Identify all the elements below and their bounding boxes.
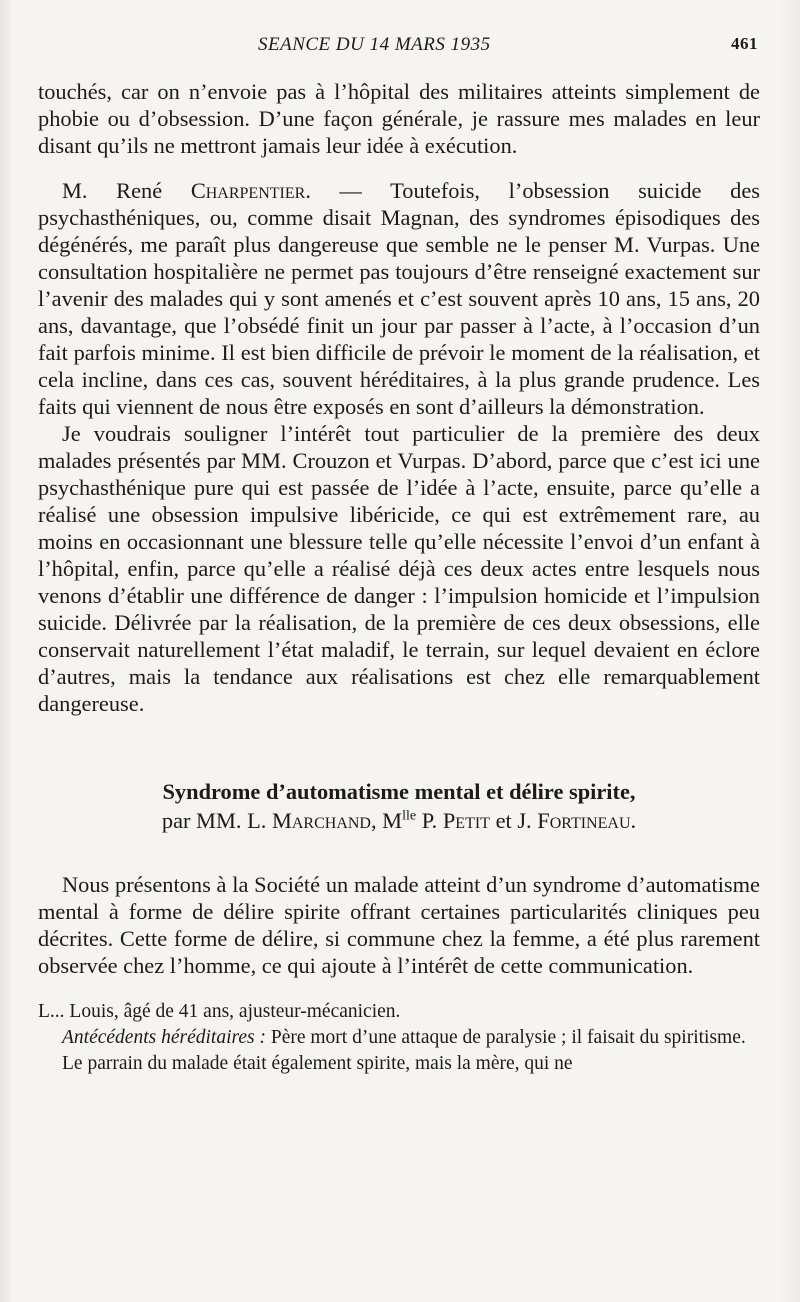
article-authors xyxy=(38,806,760,835)
paragraph-continuation: touchés, car on n’envoie pas à l’hôpital des militaires atteints simplement de phobie ou d’obsession. D’une façon générale, je rassure mes malades en leur disant qu’ils ne mettront jamais leur idée à exécution. xyxy=(38,79,760,158)
patient-line: L... Louis, âgé de 41 ans, ajusteur-mécanicien. xyxy=(38,1001,401,1022)
page-header xyxy=(40,34,760,58)
article-title: Syndrome d’automatisme mental et délire spirite, xyxy=(162,779,636,804)
authors-sep-2: et xyxy=(489,808,518,833)
author-fortineau: J. Fortineau xyxy=(517,808,631,833)
page-body xyxy=(38,78,760,1077)
authors-prefix: par MM. xyxy=(161,808,248,833)
speaker-prefix: M. René xyxy=(62,178,191,203)
running-title: SEANCE DU 14 MARS 1935 xyxy=(258,34,491,55)
article-heading xyxy=(38,777,760,835)
page-number: 461 xyxy=(731,34,758,53)
speaker-name: Charpentier xyxy=(190,178,306,203)
paragraph-text: . — Toutefois, l’obsession suicide des psychasthéniques, ou, comme disait Magnan, des syndromes épisodiques des dégénérés, me paraît plus dangereuse que semble ne le penser M. Vurpas. Une consultation hospitalière ne permet pas toujours d’être renseigné exactement sur l’avenir des malades qui y sont amenés et c’est souvent après 10 ans, 15 ans, 20 ans, davantage, que l’obsédé finit un jour par passer à l’acte, à l’occasion d’un fait parfois minime. Il est bien difficile de prévoir le moment de la réalisation, et cela incline, dans ces cas, souvent héréditaires, à la plus grande prudence. Les faits qui viennent de nous être exposés en sont d’ailleurs la démonstration. xyxy=(38,178,760,419)
author-petit: P. Petit xyxy=(416,808,490,833)
authors-end: . xyxy=(630,808,637,833)
antecedents-label: Antécédents héréditaires : xyxy=(62,1027,266,1048)
mlle-superscript: lle xyxy=(402,808,417,824)
antecedents-paragraph xyxy=(38,1025,760,1051)
parrain-paragraph: Le parrain du malade était également spirite, mais la mère, qui ne xyxy=(62,1053,573,1074)
authors-sep: , M xyxy=(370,808,403,833)
antecedents-text: Père mort d’une attaque de paralysie ; il faisait du spiritisme. xyxy=(265,1027,746,1048)
paragraph-charpentier xyxy=(38,177,760,420)
paragraph-souligner: Je voudrais souligner l’intérêt tout particulier de la première des deux malades présentés par MM. Crouzon et Vurpas. D’abord, parce que c’est ici une psychasthénique pure qui est passée de l’idée à l’acte, ensuite, parce qu’elle a réalisé une obsession impulsive libéricide, ce qui est extrêmement rare, au moins en occasionnant une blessure telle qu’elle nécessite l’envoi d’un enfant à l’hôpital, enfin, parce qu’elle a réalisé déjà ces deux actes entre lesquels nous venons d’établir une différence de danger : l’impulsion homicide et l’impulsion suicide. Délivrée par la réalisation, de la première de ces deux obsessions, elle conservait naturellement l’état maladif, le terrain, sur lequel devaient en éclore d’autres, mais la tendance aux réalisations est chez elle remarquablement dangereuse. xyxy=(38,421,760,716)
author-marchand: L. Marchand xyxy=(247,808,371,833)
paragraph-intro: Nous présentons à la Société un malade atteint d’un syndrome d’automatisme mental à forme de délire spirite offrant certaines particularités cliniques peu décrites. Cette forme de délire, si commune chez la femme, a été plus rarement observée chez l’homme, ce qui ajoute à l’intérêt de cette communication. xyxy=(38,872,760,978)
